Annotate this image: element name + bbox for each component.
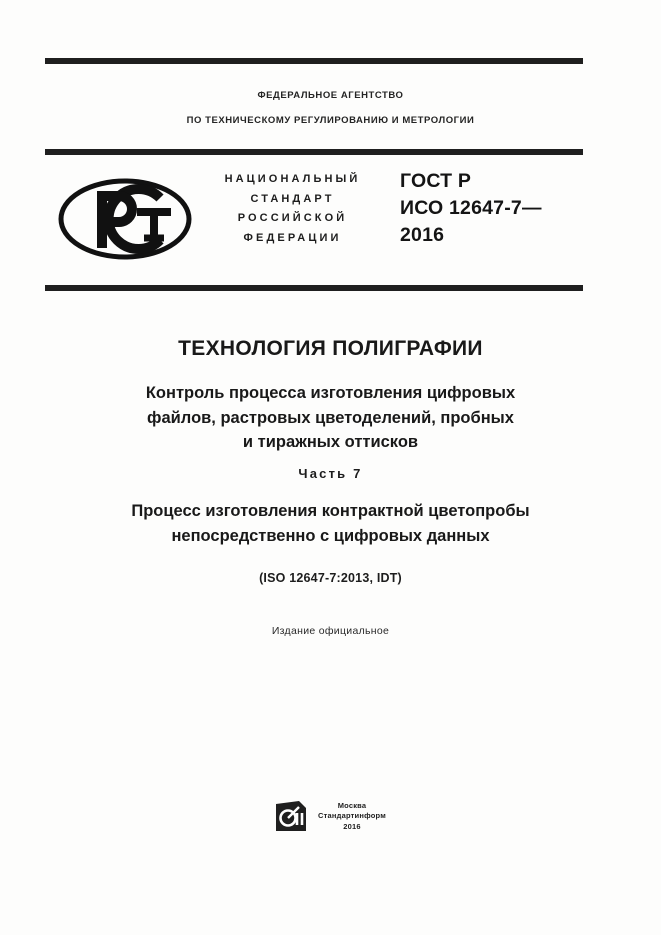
publisher-name: Стандартинформ	[318, 811, 386, 821]
standard-designation	[400, 168, 600, 249]
publisher-block	[0, 800, 661, 833]
document-subtitle-line-2: файлов, растровых цветоделений, пробных	[147, 408, 514, 427]
part-title	[60, 499, 601, 549]
standartinform-logo-icon	[275, 800, 309, 833]
part-title-line-1: Процесс изготовления контрактной цветопробы	[131, 502, 530, 520]
national-standard-line-2: СТАНДАРТ	[250, 192, 335, 205]
standard-designation-line-1: ГОСТ Р	[400, 170, 472, 192]
page-title: ТЕХНОЛОГИЯ ПОЛИГРАФИИ	[178, 337, 483, 360]
agency-name-line-1: ФЕДЕРАЛЬНОЕ АГЕНТСТВО	[257, 90, 404, 101]
standard-designation-line-3: 2016	[400, 224, 445, 246]
rule-middle	[45, 149, 583, 155]
publisher-city: Москва	[337, 800, 367, 810]
publisher-year: 2016	[343, 821, 361, 831]
national-standard-line-3: РОССИЙСКОЙ	[237, 212, 348, 224]
publisher-text	[318, 801, 386, 833]
agency-name-line-2: ПО ТЕХНИЧЕСКОМУ РЕГУЛИРОВАНИЮ И МЕТРОЛОГИИ	[186, 115, 475, 126]
document-subtitle	[80, 381, 581, 455]
national-standard-line-1: НАЦИОНАЛЬНЫЙ	[224, 173, 361, 185]
national-standard-label	[195, 170, 390, 248]
part-number-label: Часть 7	[298, 466, 363, 481]
rule-top	[45, 58, 583, 64]
document-subtitle-line-3: и тиражных оттисков	[242, 433, 419, 451]
official-edition-note: Издание официальное	[271, 625, 390, 637]
national-standard-line-4: ФЕДЕРАЦИИ	[243, 231, 342, 244]
part-title-line-2: непосредственно с цифровых данных	[171, 527, 490, 545]
rst-gost-emblem-icon	[45, 160, 205, 278]
standard-designation-line-2: ИСО 12647-7—	[400, 197, 542, 219]
document-subtitle-line-1: Контроль процесса изготовления цифровых	[145, 384, 516, 402]
rule-bottom	[45, 285, 583, 291]
iso-reference: (ISO 12647-7:2013, IDT)	[259, 571, 402, 585]
